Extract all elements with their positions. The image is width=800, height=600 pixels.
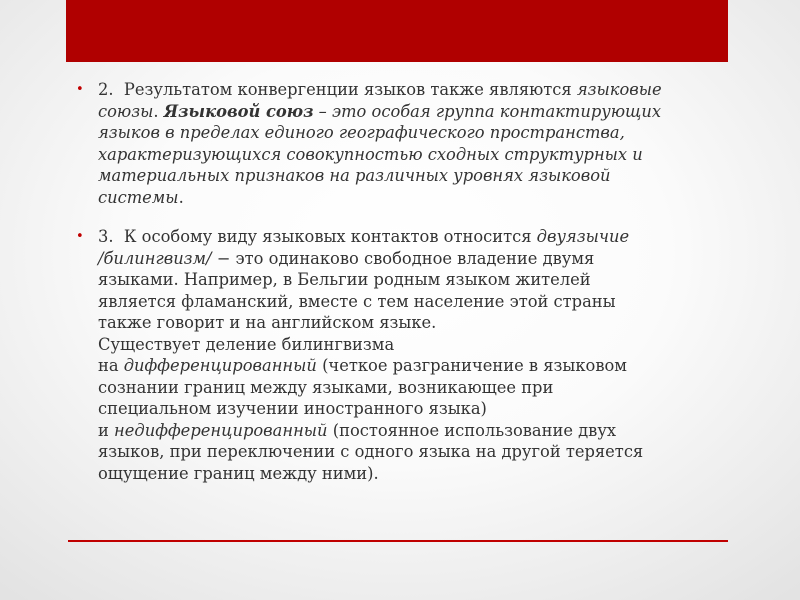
bullet-line: специальном изучении иностранного языка): [98, 399, 487, 418]
bullet-line: языков в пределах единого географического пространства,: [98, 123, 625, 142]
slide-body: [76, 79, 726, 484]
title-accent-bar: [66, 0, 728, 62]
bullet-line: сознании границ между языками, возникающее при: [98, 377, 554, 397]
bullet-line: Существует деление билингвизма: [98, 334, 395, 354]
bullet-line: является фламанский, вместе с тем население этой страны: [98, 291, 616, 311]
italic-term: /билингвизм/: [98, 248, 212, 268]
bullet-icon: •: [76, 229, 84, 244]
text-run: − это одинаково свободное владение двумя: [211, 248, 595, 268]
item-number: 2.: [98, 80, 114, 99]
bullet-line: языками. Например, в Бельгии родным языком жителей: [98, 270, 591, 289]
bullet-line: языков, при переключении с одного языка на другой теряется: [98, 442, 644, 461]
text-run: и: [98, 420, 115, 440]
bullet-item-convergence: [76, 79, 726, 208]
text-run: на: [98, 356, 124, 375]
bullet-line: характеризующихся совокупностью сходных структурных и: [98, 144, 643, 164]
bullet-icon: •: [76, 82, 84, 97]
bullet-line: также говорит и на английском языке.: [98, 313, 437, 332]
italic-definition: системы: [98, 187, 179, 207]
bullet-line: ощущение границ между ними).: [98, 463, 379, 483]
bullet-line: [98, 355, 726, 377]
text-run: (постоянное использование двух: [327, 420, 617, 440]
bullet-line: [98, 187, 726, 209]
bold-italic-term: Языковой союз: [163, 101, 314, 121]
bullet-line: [98, 79, 726, 101]
italic-definition: – это особая группа контактирующих: [313, 101, 662, 121]
text-run: .: [178, 187, 184, 207]
bottom-divider: [68, 540, 728, 542]
italic-term: языковые: [576, 80, 662, 99]
bullet-line: [98, 420, 726, 442]
bullet-line: материальных признаков на различных уровнях языковой: [98, 166, 611, 185]
bullet-line: [98, 101, 726, 123]
bullet-line: [98, 248, 726, 270]
text-run: Результатом конвергенции языков также являются: [123, 80, 577, 99]
text-run: (четкое разграничение в языковом: [316, 356, 627, 375]
italic-term: дифференцированный: [123, 356, 317, 375]
text-run: К особому виду языковых контактов относится: [123, 227, 537, 246]
item-number: 3.: [98, 227, 114, 246]
bullet-item-bilingualism: [76, 226, 726, 484]
text-run: .: [153, 101, 164, 121]
bullet-line: [98, 226, 726, 248]
italic-term: недифференцированный: [114, 420, 328, 440]
italic-term: двуязычие: [536, 227, 630, 246]
italic-term: союзы: [98, 101, 154, 121]
